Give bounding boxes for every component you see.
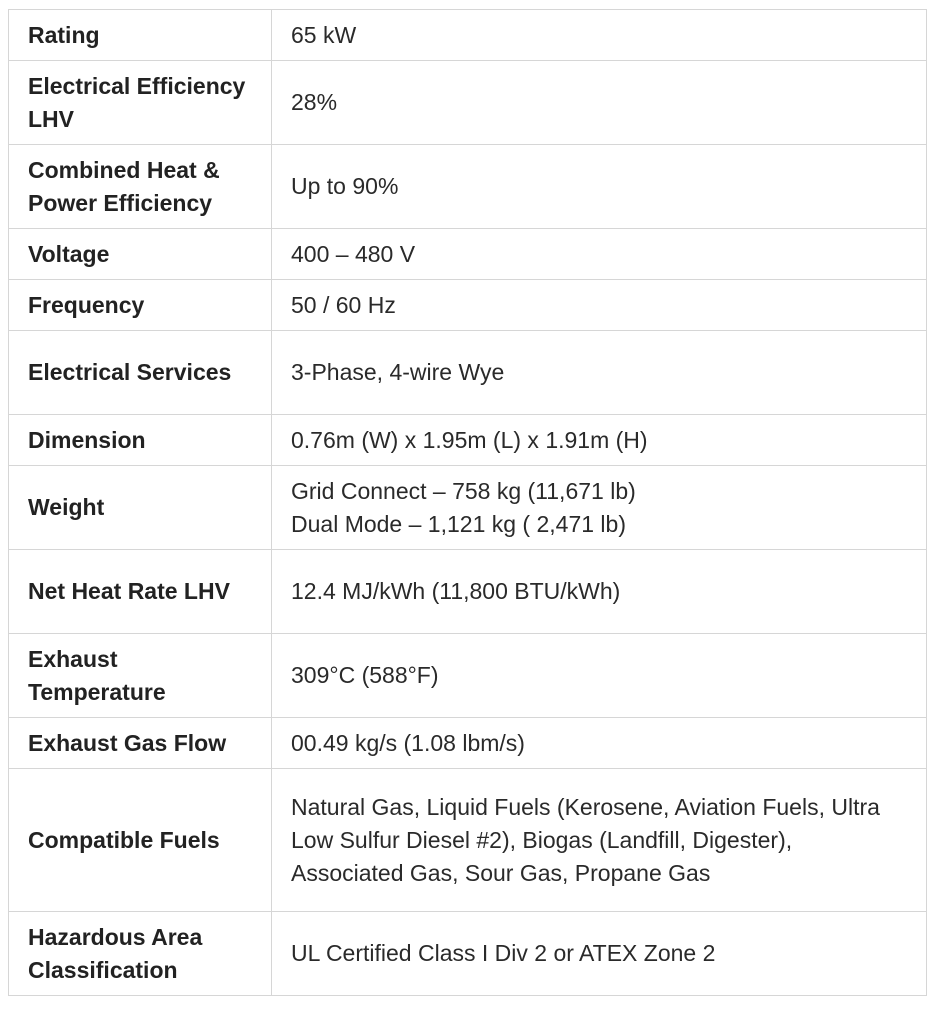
row-label: Frequency [9,280,272,331]
row-label: Electrical Services [9,331,272,415]
row-label: Weight [9,466,272,550]
table-row [9,550,927,634]
table-row [9,10,927,61]
row-label: Compatible Fuels [9,769,272,912]
table-row [9,634,927,718]
row-value: 0.76m (W) x 1.95m (L) x 1.91m (H) [272,415,927,466]
value-line: Dual Mode – 1,121 kg ( 2,471 lb) [291,510,626,537]
row-label: Rating [9,10,272,61]
row-label: Electrical Efficiency LHV [9,61,272,145]
row-value: 12.4 MJ/kWh (11,800 BTU/kWh) [272,550,927,634]
table-row [9,769,927,912]
table-row [9,61,927,145]
row-value: 00.49 kg/s (1.08 lbm/s) [272,718,927,769]
value-line: Grid Connect – 758 kg (11,671 lb) [291,477,636,504]
table-row [9,912,927,996]
row-value: 65 kW [272,10,927,61]
row-label: Net Heat Rate LHV [9,550,272,634]
row-label: Hazardous Area Classification [9,912,272,996]
row-label: Voltage [9,229,272,280]
row-value: Natural Gas, Liquid Fuels (Kerosene, Aviation Fuels, Ultra Low Sulfur Diesel #2), Biogas (Landfill, Digester), Associated Gas, Sour Gas, Propane Gas [272,769,927,912]
row-value [272,466,927,550]
table-row [9,415,927,466]
row-value: UL Certified Class I Div 2 or ATEX Zone 2 [272,912,927,996]
row-value: 28% [272,61,927,145]
row-value: 3-Phase, 4-wire Wye [272,331,927,415]
table-row [9,466,927,550]
table-row [9,718,927,769]
row-label: Dimension [9,415,272,466]
row-label: Exhaust Gas Flow [9,718,272,769]
row-value: Up to 90% [272,145,927,229]
table-row [9,145,927,229]
specifications-table [8,9,927,996]
row-value: 309°C (588°F) [272,634,927,718]
row-value: 50 / 60 Hz [272,280,927,331]
table-row [9,280,927,331]
row-value: 400 – 480 V [272,229,927,280]
table-row [9,229,927,280]
row-label: Exhaust Temperature [9,634,272,718]
row-label: Combined Heat & Power Efficiency [9,145,272,229]
table-row [9,331,927,415]
